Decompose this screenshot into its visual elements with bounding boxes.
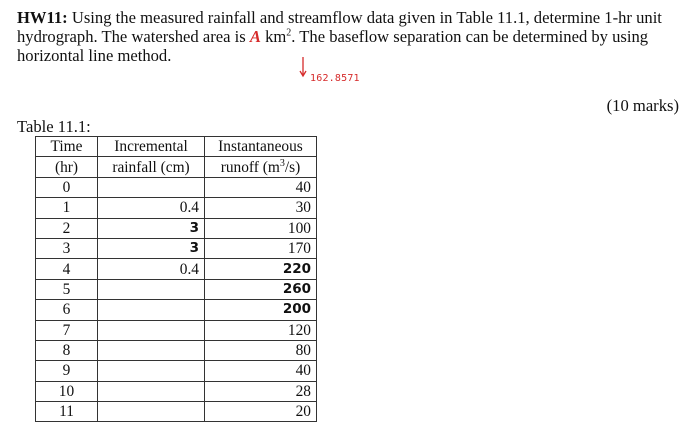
table-row: 0 40 <box>36 177 317 197</box>
header-rainfall-unit: rainfall (cm) <box>98 157 205 177</box>
header-runoff-unit: runoff $(m^3/s)$ <box>205 157 317 177</box>
data-table <box>35 136 317 422</box>
area-unit: km <box>260 27 287 46</box>
problem-statement <box>17 8 689 65</box>
table-row: 7 120 <box>36 320 317 340</box>
table-row: 8 80 <box>36 340 317 360</box>
header-row-units <box>36 157 317 177</box>
area-variable: A <box>249 27 261 46</box>
header-rainfall: Incremental <box>98 137 205 157</box>
table-row: 1 0.4 30 <box>36 198 317 218</box>
table-row: 11 20 <box>36 402 317 422</box>
problem-text-part2: . The baseflow separation can be determined by using horizontal line method. <box>17 27 649 65</box>
marks-label: (10 marks) <box>606 96 679 115</box>
header-time: Time <box>36 137 98 157</box>
table-row: 2 3 100 <box>36 218 317 238</box>
table-row: 4 0.4 220 <box>36 259 317 279</box>
table-row: 10 28 <box>36 381 317 401</box>
table-row: 3 3 170 <box>36 238 317 258</box>
problem-id: HW11: <box>17 8 68 27</box>
problem-text-part1: Using the measured rainfall and streamflow data given in Table 11.1, determine 1-hr unit hydrograph. The watershed area is <box>17 8 662 46</box>
header-runoff: Instantaneous <box>205 137 317 157</box>
area-unit-exponent: 2 <box>286 27 292 39</box>
header-time-unit: (hr) <box>36 157 98 177</box>
table-row: 5 260 <box>36 279 317 299</box>
header-row <box>36 137 317 157</box>
handwritten-area-value: 162.8571 <box>310 73 360 84</box>
table-row: 9 40 <box>36 361 317 381</box>
annotation-arrow-icon <box>299 56 307 78</box>
table-row: 6 200 <box>36 300 317 320</box>
table-caption: Table 11.1: <box>17 117 91 136</box>
